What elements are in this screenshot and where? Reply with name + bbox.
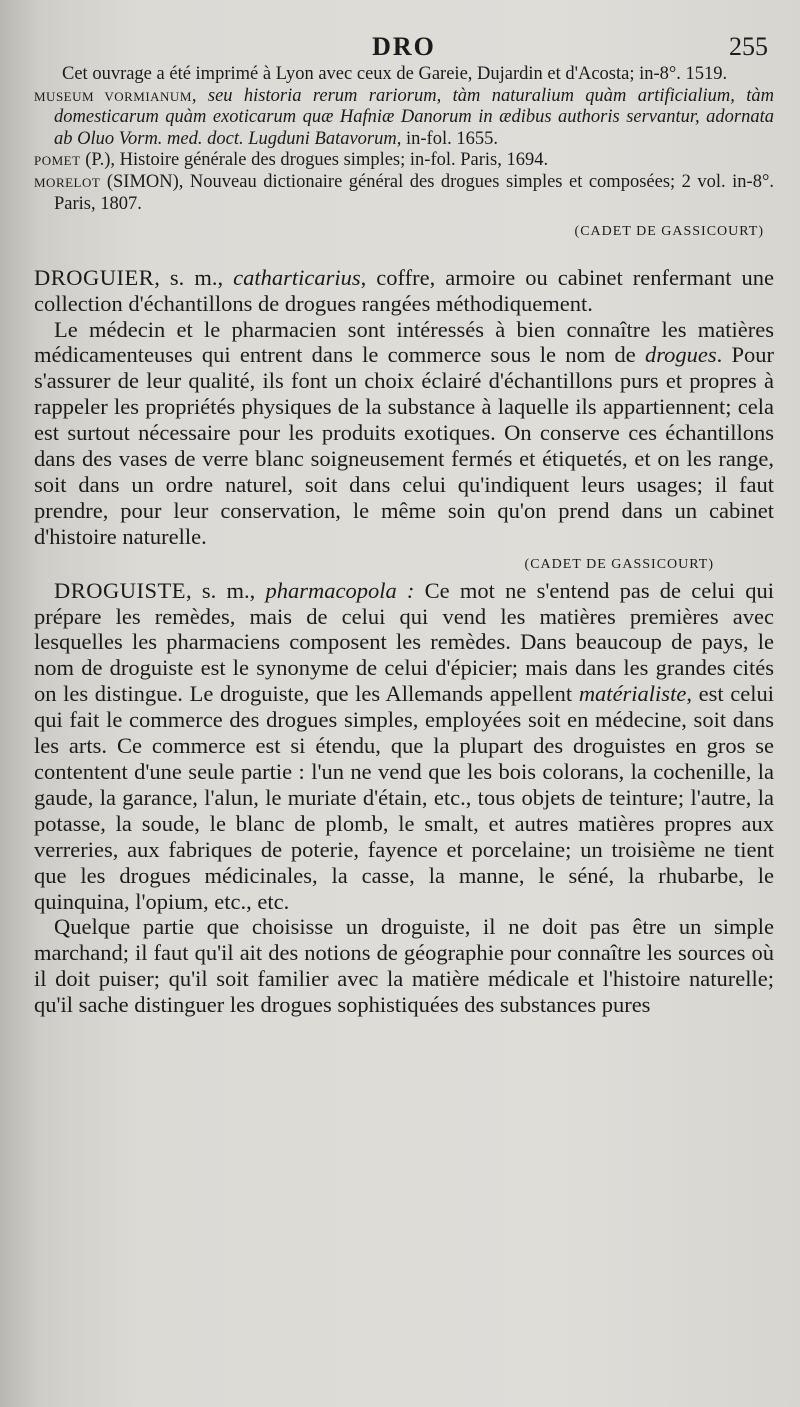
- headword: DROGUISTE: [54, 577, 186, 603]
- bibliography-author: MUSEUM VORMIANUM: [34, 88, 192, 104]
- bibliography-author: MORELOT: [34, 174, 101, 190]
- droguiste-paragraph-2: Quelque partie que choisisse un droguiste, il ne doit pas être un simple marchand; il faut qu'il ait des notions de géographie pour connaître les sources où il doit puiser; qu'il soit familier avec la matière médicale et l'histoire naturelle; qu'il sache distinguer les drogues sophistiquées des substances pures: [34, 914, 774, 1018]
- author-signature: (CADET DE GASSICOURT): [524, 556, 714, 572]
- droguier-definition: [34, 265, 774, 317]
- article-droguier: [34, 265, 774, 578]
- droguiste-paragraph: [34, 578, 774, 915]
- latin-term: catharticarius: [233, 264, 361, 290]
- definition-text: , coffre, armoire ou cabinet renfermant une collection d'échantillons de drogues rangées méthodiquement.: [34, 264, 774, 316]
- author-signature: (CADET DE GASSICOURT): [574, 224, 764, 240]
- bibliography-continuation: Cet ouvrage a été imprimé à Lyon avec ceux de Gareie, Dujardin et d'Acosta; in-8°. 1519.: [62, 64, 728, 84]
- bibliography-title: , seu historia rerum rariorum, tàm naturalium quàm artificialium, tàm domesticarum quàm exoticarum quæ Hafniæ Danorum in ædibus authoris servantur, adornata ab Oluo Vorm. med. doct. Lugduni Batavorum: [54, 85, 775, 149]
- running-head-title: DRO: [372, 32, 436, 61]
- grammar-label: , s. m.,: [186, 577, 266, 603]
- bibliography-text: (P.), Histoire générale des drogues simples; in-fol. Paris, 1694.: [80, 150, 549, 171]
- bibliography-imprint: , in-fol. 1655.: [396, 128, 498, 149]
- italic-term: matérialiste: [578, 681, 687, 707]
- paragraph-text: Le médecin et le pharmacien sont intéressés à bien connaître les matières médicamenteuses qui entrent dans le commerce sous le nom de: [34, 316, 774, 368]
- bibliography-text: (SIMON), Nouveau dictionaire général des drogues simples et composées; 2 vol. in-8°. Paris, 1807.: [54, 171, 774, 214]
- grammar-label: , s. m.,: [154, 264, 234, 290]
- bibliography-author: POMET: [34, 153, 81, 169]
- page-number: 255: [729, 32, 768, 61]
- bibliography-entry-pomet: [34, 150, 774, 172]
- running-head: [34, 28, 774, 64]
- italic-term: drogues: [644, 342, 717, 368]
- headword: DROGUIER: [34, 264, 155, 290]
- page-content: [34, 28, 774, 1018]
- latin-term: pharmacopola :: [265, 577, 415, 603]
- paragraph-text: , est celui qui fait le commerce des drogues simples, employées soit en médecine, soit dans les arts. Ce commerce est si étendu, que la plupart des droguistes en gros se contentent d'une seule partie : l'un ne vend que les bois colorans, la cochenille, la gaude, la garance, l'alun, le muriate d'étain, etc., tous objets de teinture; l'autre, la potasse, la soude, le blanc de plomb, le smalt, et autres matières propres aux verreries, aux fabriques de poterie, fayence et porcelaine; un troisième ne tient que les drogues médicinales, la casse, la manne, le séné, la rhubarbe, le quinquina, l'opium, etc., etc.: [34, 681, 774, 914]
- droguier-paragraph: [34, 317, 774, 550]
- bibliography-block: [34, 64, 774, 243]
- bibliography-entry-museum: [34, 86, 774, 151]
- bibliography-entry-morelot: [34, 172, 774, 215]
- article-droguiste: [34, 578, 774, 1018]
- paragraph-text: . Pour s'assurer de leur qualité, ils font un choix éclairé d'échantillons purs et propres à rappeler les propriétés physiques de la substance à laquelle ils appartiennent; cela est surtout nécessaire pour les produits exotiques. On conserve ces échantillons dans des vases de verre blanc soigneusement fermés et étiquetés, et on les range, soit dans un ordre naturel, soit dans celui qu'indiquent leurs usages; il faut prendre, pour leur conservation, le même soin qu'on prend dans un cabinet d'histoire naturelle.: [34, 342, 774, 549]
- paragraph-text: Ce mot ne s'entend pas de celui qui prépare les remèdes, mais de celui qui vend les matières premières avec lesquelles les pharmaciens composent les remèdes. Dans beaucoup de pays, le nom de droguiste est le synonyme de celui d'épicier; mais dans les grandes cités on les distingue. Le droguiste, que les Allemands appellent: [34, 577, 774, 707]
